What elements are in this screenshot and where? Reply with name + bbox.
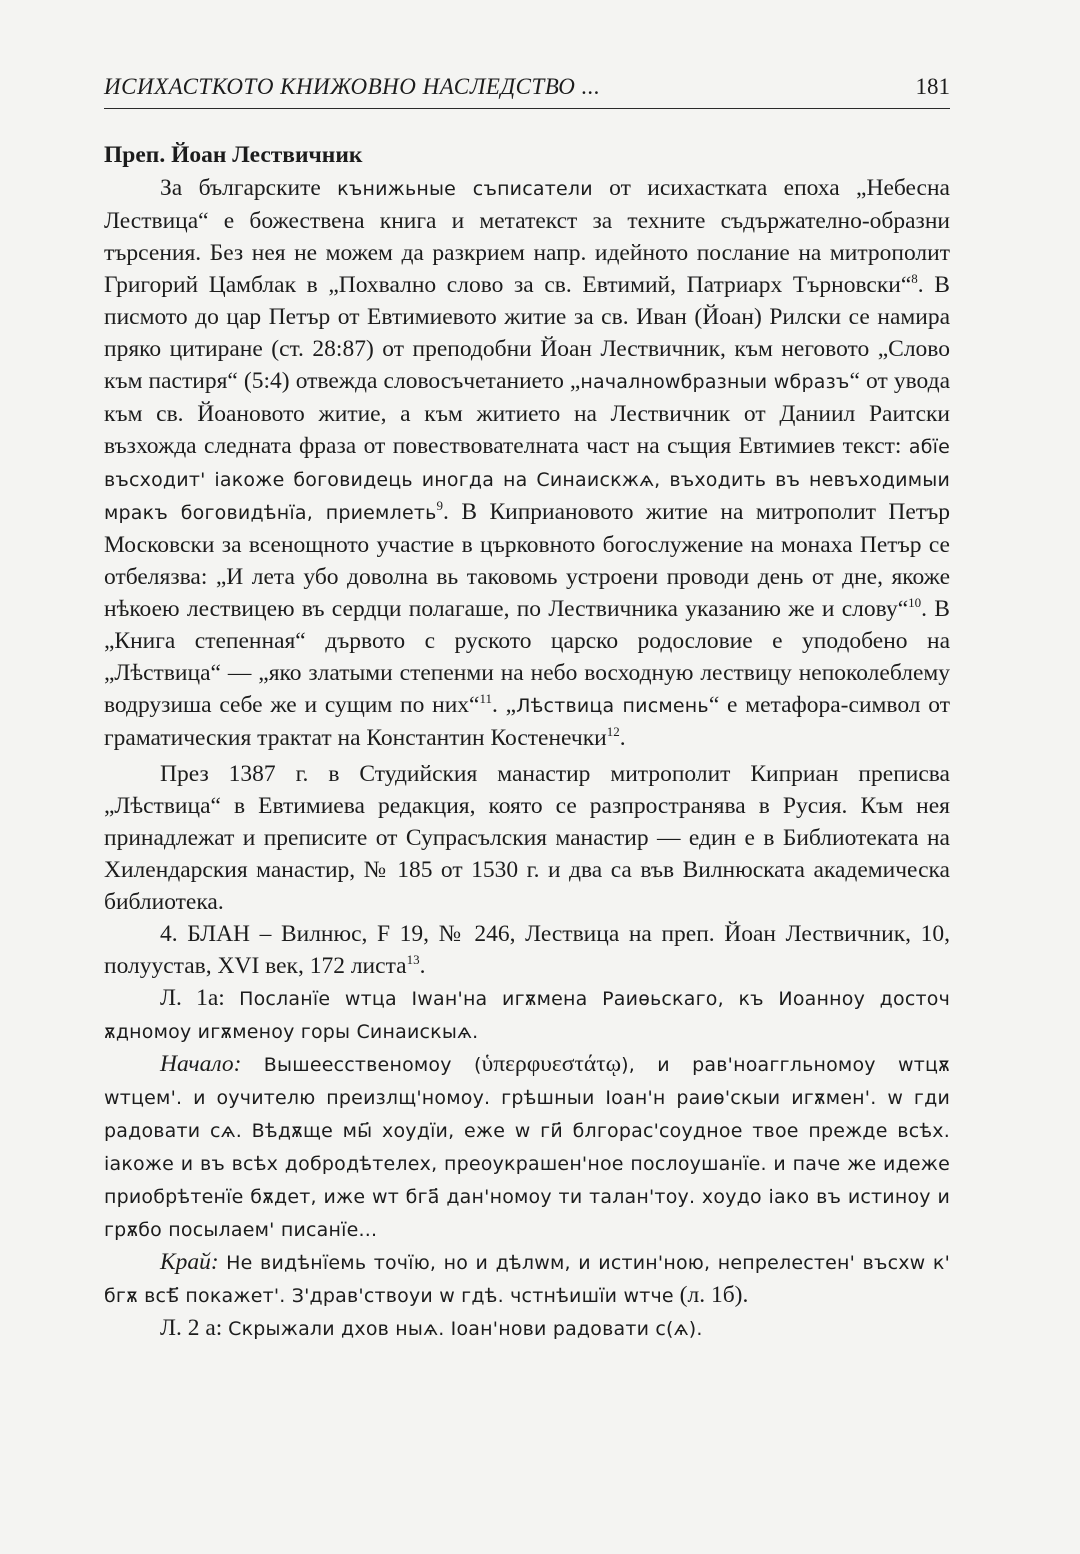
folio-ref: (л. 1б). [673,1282,749,1308]
church-slavonic-quote: Посланїе wтца Іwан'на игѫмена Раиѳьскаго, къ Иоанноу досточ ѫдномоу игѫменоу горы Синаискыѧ. [104,988,950,1043]
text-run: . [419,953,426,979]
church-slavonic-quote: Вышеесственомоу ( [241,1054,482,1076]
text-run: “ от увода към св. Йоановото житие, а към житието на Лествичник от Даниил Раитски възхожда следната фраза от повествователната част на същия Евтимиев текст: [104,368,950,459]
church-slavonic-quote: Лѣствица писмень [516,695,709,717]
footnote-ref-12: 12 [606,724,620,740]
church-slavonic-quote: абїе въсходит' іакоже боговидець иногда на Синаискжѧ, въходить въ невъходимыи мракъ боговидѣнїа, приемлеть [104,436,950,524]
main-text [104,138,950,1345]
text-run: . В „Книга степенная“ дървото с руското царско родословие е уподобено на „Лѣствица“ — „яко златыми степенми на небо восходную лествицу непоколеблему водрузиша себе же и сущим по них“ [104,596,950,718]
footnote-ref-9: 9 [436,498,443,514]
church-slavonic-quote: кънижьные съписатели [337,178,593,200]
church-slavonic-quote: началноwбразныи wбразъ [580,371,850,393]
folio-label: Л. 1а: [160,985,240,1011]
text-run: от исихастката епоха „Небесна Лествица“ е божествена книга и метатекст за техните съдържателно-образни търсения. Без нея не можем да разкрием напр. идейното послание на митрополит Григорий Цамблак в „Похвално слово за св. Евтимий, Патриарх Търновски“ [104,175,950,298]
text-run: “ е метафора-символ от граматическия трактат на Константин Костенечки [104,692,950,751]
church-slavonic-quote: Не видѣнїемь точїю, но и дѣлwм, и истин'ною, непрелестен' въсхw к' бгѫ всѣ҃ покажет'. З'драв'ствоуи w гдѣ. чстнѣишїи wтче [104,1252,950,1307]
paragraph-2: През 1387 г. в Студийския манастир митрополит Киприан преписва „Лѣствица“ в Евтимиева редакция, която се разпространява в Русия. Към нея принадлежат и преписите от Супрасълския манастир — един е в Библиотеката на Хилендарския манастир, № 185 от 1530 г. и два са във Вилнюската академическа библиотека. [104,761,950,915]
paragraph-3 [104,918,950,982]
page-number: 181 [915,74,950,99]
paragraph-5 [104,1048,950,1246]
church-slavonic-quote: Скрыжали дхов ныѧ. Іоан'нови радовати с(ѧ). [228,1318,703,1340]
text-run: За българските [160,175,338,201]
paragraph-7 [104,1312,950,1345]
running-header [104,72,950,109]
incipit-label: Начало: [160,1051,242,1077]
text-run: . [619,725,626,751]
greek-word: ὑπερφυεστάτῳ [481,1051,622,1077]
section-heading: Преп. Йоан Лествичник [104,142,363,168]
text-run: . „ [492,692,517,718]
running-title: ИСИХАСТКОТО КНИЖОВНО НАСЛЕДСТВО ... [104,74,601,99]
folio-label: Л. 2 а: [160,1315,229,1341]
text-run: . В писмото до цар Петър от Евтимиевото житие за св. Иван (Йоан) Рилски се намира пряко цитиране (ст. 28:87) от преподобни Йоан Лествичник, към неговото „Слово към пастиря“ (5:4) отвежда словосъчетанието „ [104,272,950,394]
footnote-ref-13: 13 [406,952,420,968]
paragraph-6 [104,1246,950,1312]
explicit-label: Край: [160,1249,219,1275]
paragraph-1 [104,172,950,754]
text-run: . В Киприановото житие на митрополит Петър Московски за всенощното участие в църковното богослужение на монаха Петър се отбелязва: „И лета убо доволна вь таковомь устроени проводи день от дне, якоже нѣкоею лествицею въ сердци полагаше, по Лествичника указанию же и слову“ [104,499,950,622]
footnote-ref-11: 11 [479,691,493,707]
footnote-ref-8: 8 [911,271,918,287]
church-slavonic-quote: ), и рав'ноаггльномоу wтцѫ wтцем'. и оучителю преизлщ'номоу. грѣшныи Іоан'н раиѳ'скыи игѫмен'. w гди радовати сѧ. Вѣдѫще мы҃ хоудїи, еже w ги҃ блгорас'соудное твое прежде всѣх. іакоже и въ всѣх добродѣтелех, преоукрашен'ное послоушанїе. и паче же идеже приобрѣтенїе бѫдет, иже wт бга҃ дан'номоу ти талан'тоу. хоудо іако въ истиноу и грѫбо посылаем' писанїе... [104,1054,950,1241]
paragraph-4 [104,982,950,1048]
text-run: 4. БЛАН – Вилнюс, F 19, № 246, Лествица на преп. Йоан Лествичник, 10, полуустав, XVI век, 172 листа [104,921,950,979]
footnote-ref-10: 10 [908,595,922,611]
